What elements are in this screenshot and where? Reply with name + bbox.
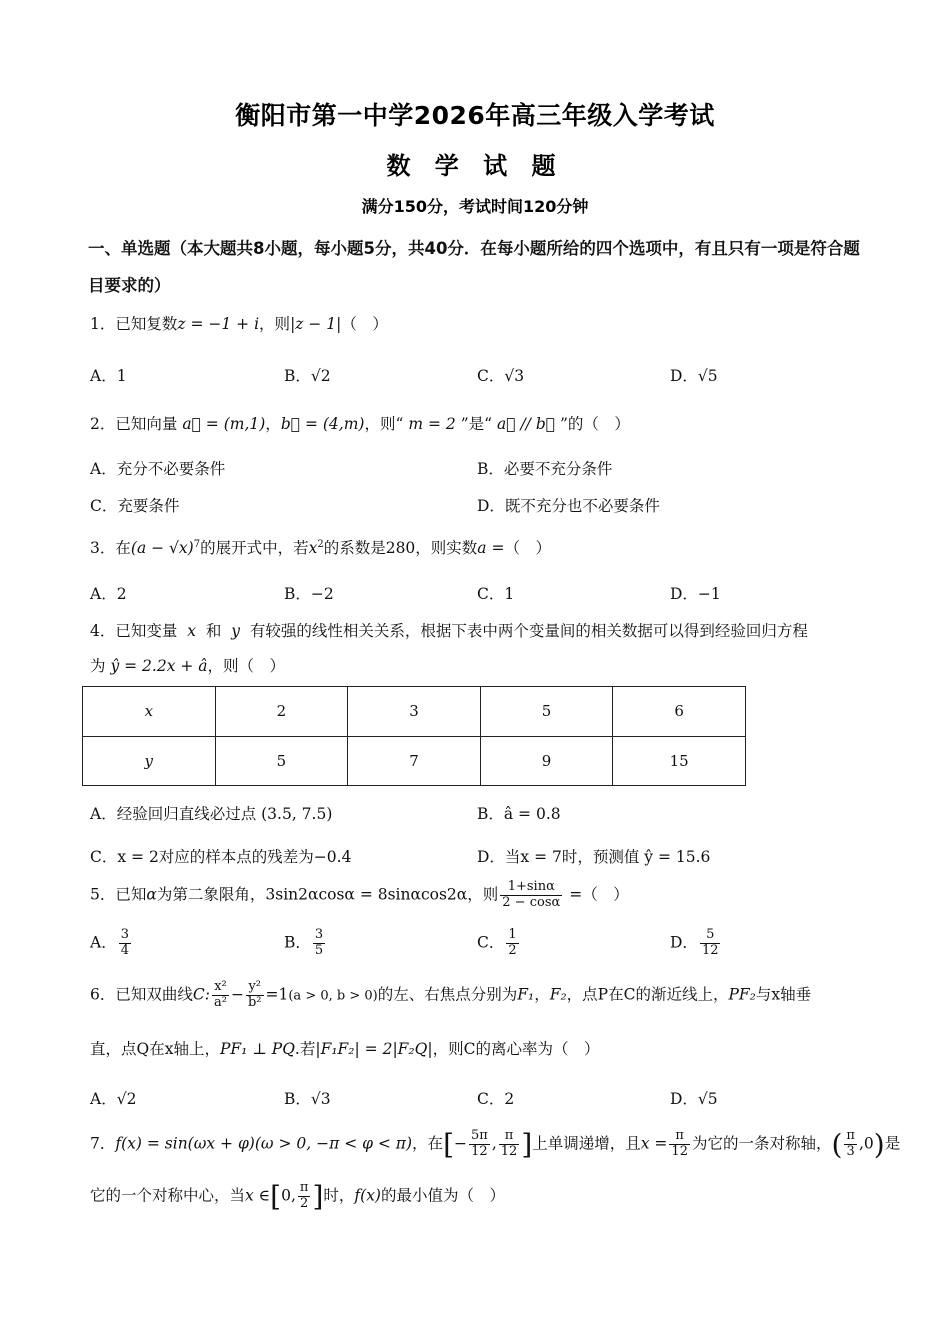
question-2: 2．已知向量 a⃗ = (m,1)，b⃗ = (4,m)，则“ m = 2 ”是“ a⃗ // b⃗ ”的（ ）	[90, 415, 630, 433]
question-text: 的左、右焦点分别为	[377, 985, 518, 1004]
question-text: 已知向量	[115, 415, 178, 433]
math-expr: a	[477, 539, 487, 557]
answer-bracket: 的最小值为（ ）	[380, 1186, 505, 1205]
q4-option-b: B．â = 0.8	[477, 805, 561, 823]
fraction: $\frac{\text{x²}}{\text{a²}}$	[213, 979, 227, 1010]
table-cell: 6	[613, 687, 746, 737]
question-text: ，则“	[364, 415, 404, 433]
math-expr: PF₁ ⊥ PQ	[219, 1040, 295, 1058]
q3-option-c: C．1	[477, 585, 515, 603]
question-text: ，在	[412, 1134, 444, 1153]
q2-option-d: D．既不充分也不必要条件	[477, 497, 660, 515]
section-heading: 一、单选题（本大题共8小题，每小题5分，共40分．在每小题所给的四个选项中，有且只有一项是符合题目要求的）	[88, 239, 860, 295]
math-expr: 3sin2αcosα = 8sinαcos2α	[265, 885, 468, 904]
q6-option-a: A．√2	[90, 1090, 137, 1108]
question-text: 与x轴垂	[755, 985, 812, 1004]
q4-option-d: D．当x = 7时，预测值 ŷ = 15.6	[477, 848, 711, 866]
question-number: 3．	[90, 539, 116, 557]
question-4	[90, 619, 808, 641]
question-1	[90, 312, 388, 334]
question-text: 直，点Q在x轴上，	[90, 1040, 220, 1058]
question-text: 时，	[323, 1186, 355, 1205]
table-cell: 2	[215, 687, 348, 737]
question-text: 和	[205, 622, 222, 640]
question-7: 7．f(x) = sin(ωx + φ)(ω > 0, −π < φ < π)，在[− $\frac{5\pi}{12}$ , $\frac{\pi}{12}$ ]上单调递增，且x = $\frac{\pi}{12}$ 为它的一条对称轴，( $\frac{\pi}{3}$ ,0)是	[90, 1128, 901, 1161]
question-number: 2．	[90, 415, 116, 433]
exam-info: 满分150分，考试时间120分钟	[361, 197, 589, 216]
question-text: 为它的一条对称轴，	[691, 1134, 832, 1153]
q5-option-b: B． $\frac{3}{5}$	[284, 927, 324, 958]
question-text: 有较强的线性相关关系，根据下表中两个变量间的相关数据可以得到经验回归方程	[249, 622, 808, 640]
question-text: 上单调递增，且	[532, 1134, 641, 1153]
q1-option-a: A．1	[90, 367, 127, 385]
math-expr: y	[231, 622, 240, 640]
math-expr: ŷ = 2.2x + â	[110, 657, 208, 675]
answer-bracket: =（ ）	[564, 885, 629, 904]
question-text: ，则	[259, 315, 291, 333]
math-expr: F₂	[549, 985, 567, 1004]
q2-option-b: B．必要不充分条件	[477, 460, 613, 478]
question-text: 在	[115, 539, 131, 557]
q3-option-b: B．−2	[284, 585, 334, 603]
q4-option-a: A．经验回归直线必过点 (3.5, 7.5)	[90, 805, 333, 823]
q4-option-c: C．x = 2对应的样本点的残差为−0.4	[90, 848, 352, 866]
fraction: $\frac{1+\sin\alpha}{2 - \cos\alpha}$	[502, 879, 561, 910]
fraction: $\frac{\text{y²}}{\text{b²}}$	[247, 979, 262, 1010]
question-number: 1．	[90, 315, 116, 333]
math-expr: a⃗ = (m,1)	[182, 415, 266, 433]
question-text: .若	[294, 1040, 316, 1058]
math-expr: (a > 0, b > 0)	[288, 988, 378, 1004]
question-7-line-2: 它的一个对称中心，当x ∈[0, $\frac{\pi}{2}$ ]时，f(x)的最小值为（ ）	[90, 1180, 505, 1213]
math-expr: F₁	[517, 985, 535, 1004]
q6-option-b: B．√3	[284, 1090, 331, 1108]
table-cell: 3	[348, 687, 481, 737]
table-cell: 15	[613, 736, 746, 786]
fraction: $\frac{\pi}{2}$	[299, 1180, 309, 1211]
question-number: 5．	[90, 885, 116, 904]
math-expr: |z − 1|	[290, 315, 342, 333]
q2-option-c: C．充要条件	[90, 497, 180, 515]
answer-bracket: =（ ）	[486, 539, 551, 557]
math-expr: f(x)	[354, 1186, 381, 1205]
answer-bracket: ”的（ ）	[560, 415, 630, 433]
math-expr: x	[187, 622, 196, 640]
q6-option-d: D．√5	[670, 1090, 718, 1108]
table-cell: x	[83, 687, 216, 737]
math-expr: m = 2	[408, 415, 456, 433]
fraction: $\frac{\pi}{12}$	[671, 1128, 688, 1159]
exponent: 2	[317, 538, 324, 550]
math-expr: x	[308, 539, 318, 557]
question-6: 6．已知双曲线C: $\frac{\text{x²}}{\text{a²}}$ − $\frac{\text{y²}}{\text{b²}}$ =1(a > 0, b > 0)的左、右焦点分别为F₁，F₂，点P在C的渐近线上，PF₂与x轴垂	[90, 979, 812, 1010]
question-number: 6．	[90, 985, 116, 1004]
question-text: 它的一个对称中心，当	[90, 1186, 246, 1205]
question-3	[90, 536, 551, 558]
question-text: ，则	[467, 885, 499, 904]
question-text: ，点P在C的渐近线上，	[566, 985, 729, 1004]
q1-option-c: C．√3	[477, 367, 525, 385]
q3-option-d: D．−1	[670, 585, 721, 603]
math-expr: x ∈	[245, 1186, 271, 1205]
answer-bracket: ，则（ ）	[207, 657, 286, 675]
table-cell: 5	[480, 687, 613, 737]
q1-option-b: B．√2	[284, 367, 331, 385]
q3-option-a: A．2	[90, 585, 127, 603]
q5-option-d: D． $\frac{5}{12}$	[670, 927, 719, 958]
exam-title: 衡阳市第一中学2026年高三年级入学考试	[235, 101, 715, 130]
math-expr: b⃗ = (4,m)	[280, 415, 365, 433]
math-expr: a⃗ // b⃗	[496, 415, 556, 433]
math-expr: PF₂	[728, 985, 756, 1004]
math-expr: C:	[192, 985, 210, 1004]
question-text: 已知变量	[115, 622, 178, 640]
question-6-line-2	[90, 1037, 599, 1059]
subject-title: 数 学 试 题	[386, 152, 564, 180]
q6-option-c: C．2	[477, 1090, 515, 1108]
question-text: 的系数是280，则实数	[323, 539, 478, 557]
question-number: 4．	[90, 622, 116, 640]
fraction: $\frac{\pi}{3}$	[846, 1128, 855, 1159]
table-cell: y	[83, 736, 216, 786]
answer-bracket: ，则C的离心率为（ ）	[432, 1040, 600, 1058]
question-text: 是	[884, 1134, 901, 1153]
math-expr: z = −1 + i	[177, 315, 260, 333]
q1-option-d: D．√5	[670, 367, 718, 385]
math-expr: x =	[640, 1134, 668, 1153]
table-cell: 5	[215, 736, 348, 786]
table-row	[83, 687, 746, 737]
q2-option-a: A．充分不必要条件	[90, 460, 226, 478]
data-table	[82, 686, 746, 786]
q5-option-c: C． $\frac{1}{2}$	[477, 927, 517, 958]
math-expr: f(x) = sin(ωx + φ)(ω > 0, −π < φ < π)	[115, 1134, 413, 1153]
question-text: 为第二象限角，	[156, 885, 266, 904]
math-expr: (a − √x)	[130, 539, 194, 557]
answer-bracket: （ ）	[341, 315, 388, 333]
table-cell: 7	[348, 736, 481, 786]
fraction: $\frac{\pi}{12}$	[500, 1128, 518, 1159]
q5-option-a: A． $\frac{3}{4}$	[90, 927, 129, 958]
math-expr: α	[146, 885, 157, 904]
table-cell: 9	[480, 736, 613, 786]
exponent: 7	[193, 538, 201, 550]
math-expr: |F₁F₂| = 2|F₂Q|	[315, 1040, 433, 1058]
question-text: 已知双曲线	[115, 985, 193, 1004]
question-4-line-2	[90, 654, 285, 676]
question-number: 7．	[90, 1134, 116, 1153]
question-text: 已知复数	[115, 315, 178, 333]
question-text: ”是“	[460, 415, 493, 433]
question-text: 的展开式中，若	[200, 539, 309, 557]
fraction: $\frac{5\pi}{12}$	[471, 1128, 488, 1159]
question-text: 已知	[115, 885, 147, 904]
question-5	[90, 880, 629, 911]
table-row	[83, 736, 746, 786]
question-text: 为	[90, 657, 106, 675]
